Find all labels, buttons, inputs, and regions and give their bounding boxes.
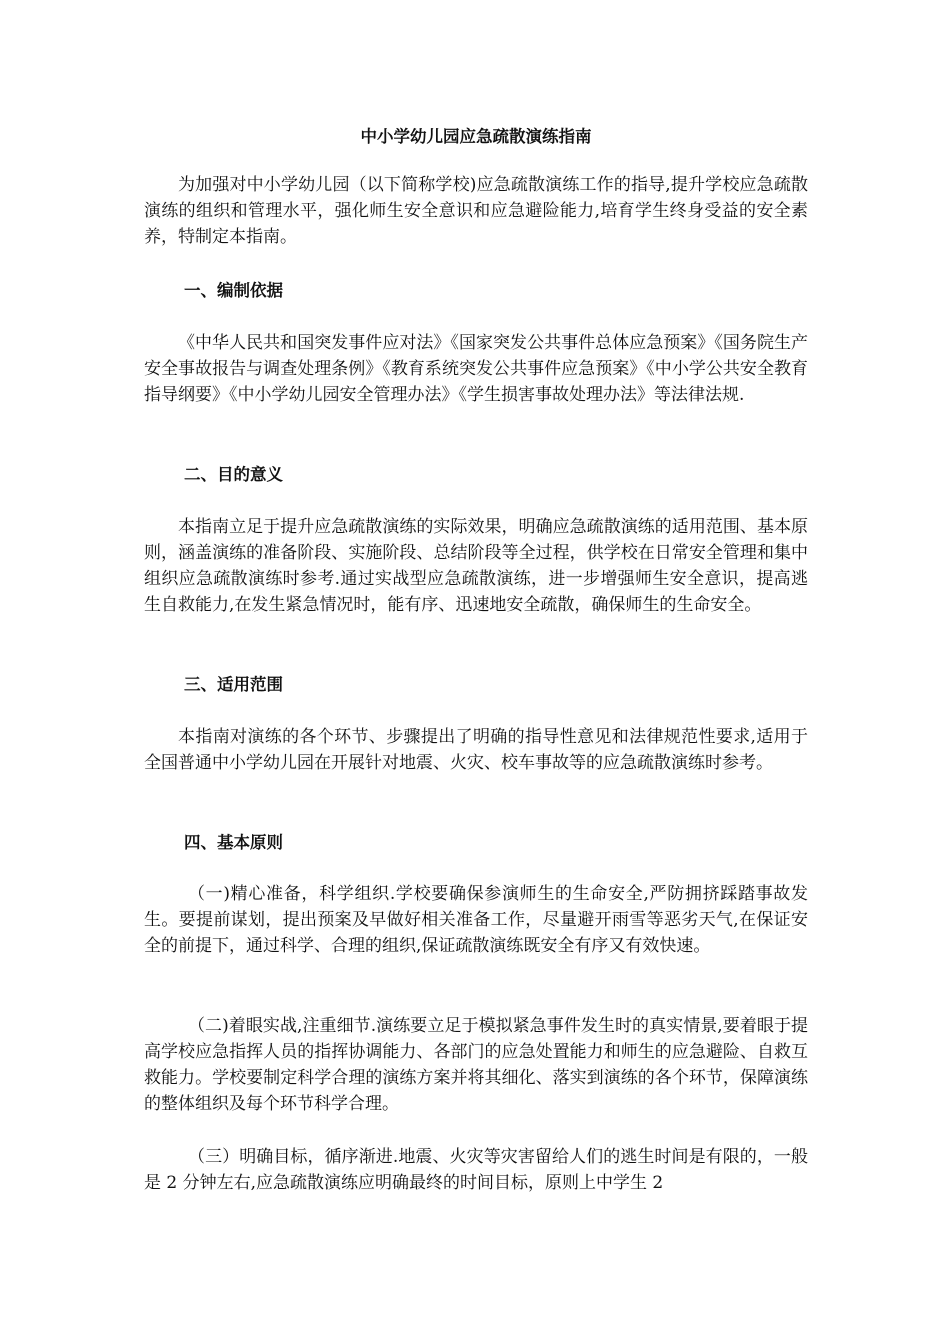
principle-paragraph-2: （二)着眼实战,注重细节.演练要立足于模拟紧急事件发生时的真实情景,要着眼于提高学校应急指挥人员的指挥协调能力、各部门的应急处置能力和师生的应急避险、自救互救能力。学校要制定科学合理的演练方案并将其细化、落实到演练的各个环节，保障演练的整体组织及每个环节科学合理。 [144,1016,808,1114]
section-heading-scope: 三、适用范围 [184,675,283,694]
intro-paragraph: 为加强对中小学幼儿园（以下简称学校)应急疏散演练工作的指导,提升学校应急疏散演练的组织和管理水平，强化师生安全意识和应急避险能力,培育学生终身受益的安全素养，特制定本指南。 [144,175,808,247]
section-paragraph-basis: 《中华人民共和国突发事件应对法》《国家突发公共事件总体应急预案》《国务院生产安全事故报告与调查处理条例》《教育系统突发公共事件应急预案》《中小学公共安全教育指导纲要》《中小学幼儿园安全管理办法》《学生损害事故处理办法》等法律法规. [144,333,808,405]
principle-paragraph-3: （三）明确目标，循序渐进.地震、火灾等灾害留给人们的逃生时间是有限的，一般是 2 分钟左右,应急疏散演练应明确最终的时间目标，原则上中学生 2 [144,1147,808,1193]
section-heading-purpose: 二、目的意义 [184,465,283,484]
section-paragraph-purpose: 本指南立足于提升应急疏散演练的实际效果，明确应急疏散演练的适用范围、基本原则，涵盖演练的准备阶段、实施阶段、总结阶段等全过程，供学校在日常安全管理和集中组织应急疏散演练时参考.通过实战型应急疏散演练，进一步增强师生安全意识，提高逃生自救能力,在发生紧急情况时，能有序、迅速地安全疏散，确保师生的生命安全。 [144,517,808,615]
section-paragraph-scope: 本指南对演练的各个环节、步骤提出了明确的指导性意见和法律规范性要求,适用于全国普通中小学幼儿园在开展针对地震、火灾、校车事故等的应急疏散演练时参考。 [144,727,808,773]
section-heading-principles: 四、基本原则 [184,833,283,852]
document-title: 中小学幼儿园应急疏散演练指南 [360,127,592,146]
principle-paragraph-1: （一)精心准备，科学组织.学校要确保参演师生的生命安全,严防拥挤踩踏事故发生。要提前谋划，提出预案及早做好相关准备工作，尽量避开雨雪等恶劣天气,在保证安全的前提下，通过科学、合理的组织,保证疏散演练既安全有序又有效快速。 [144,884,808,956]
section-heading-basis: 一、编制依据 [184,281,283,300]
